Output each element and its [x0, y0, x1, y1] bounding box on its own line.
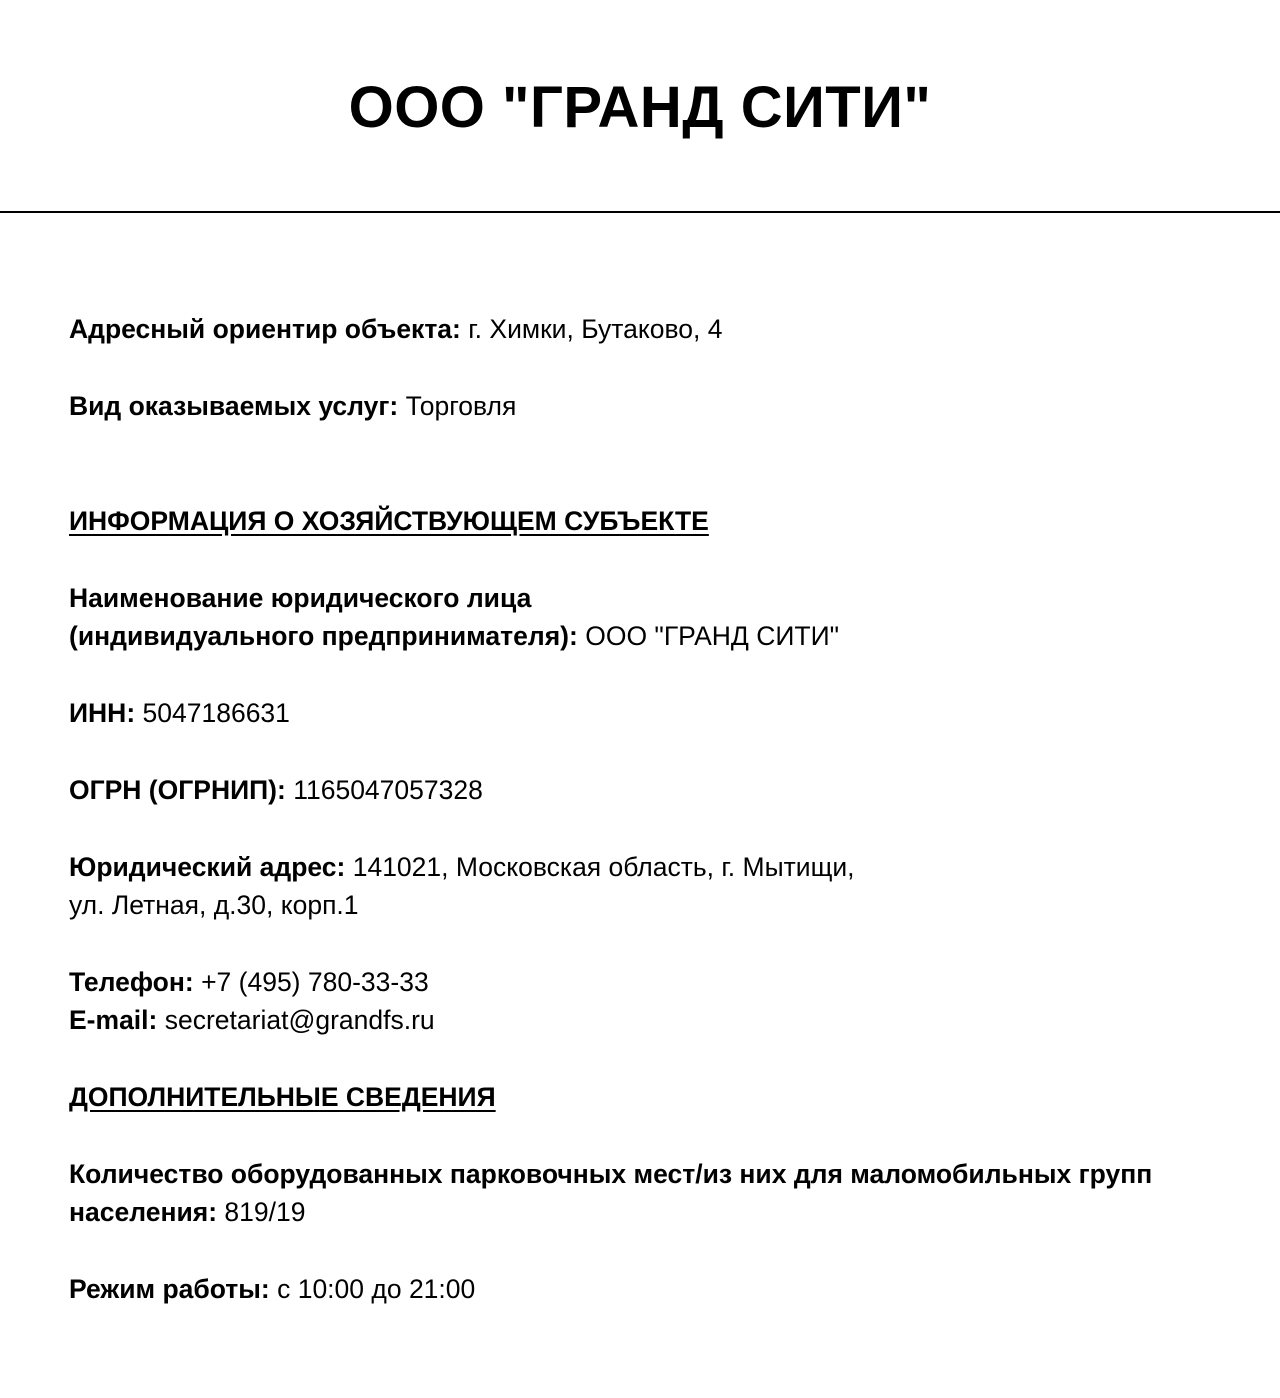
page-title: ООО "ГРАНД СИТИ"	[348, 75, 932, 140]
hours-row	[69, 1270, 475, 1308]
phone-value: +7 (495) 780-33-33	[201, 967, 429, 997]
legal-address-value-line2: ул. Летная, д.30, корп.1	[69, 890, 359, 920]
email-value: secretariat@grandfs.ru	[164, 1005, 435, 1035]
legal-name-label-line1: Наименование юридического лица	[69, 583, 532, 613]
legal-name-label-line2: (индивидуального предпринимателя):	[69, 621, 578, 651]
ogrn-row	[69, 771, 483, 809]
email-row	[69, 1001, 435, 1039]
services-row	[69, 387, 516, 425]
address-value: г. Химки, Бутаково, 4	[468, 314, 723, 344]
inn-label: ИНН:	[69, 698, 136, 728]
phone-label: Телефон:	[69, 967, 194, 997]
hours-value: с 10:00 до 21:00	[277, 1274, 476, 1304]
legal-name-row	[69, 617, 839, 655]
section-heading-entity-info: ИНФОРМАЦИЯ О ХОЗЯЙСТВУЮЩЕМ СУБЪЕКТЕ	[69, 506, 709, 536]
hours-label: Режим работы:	[69, 1274, 270, 1304]
parking-row	[69, 1193, 305, 1231]
title-divider	[0, 211, 1280, 213]
services-value: Торговля	[405, 391, 517, 421]
section-heading-additional-info: ДОПОЛНИТЕЛЬНЫЕ СВЕДЕНИЯ	[69, 1082, 496, 1112]
legal-address-row	[69, 848, 855, 886]
parking-label-line1: Количество оборудованных парковочных мест/из них для маломобильных групп	[69, 1159, 1153, 1189]
legal-address-value-line1: 141021, Московская область, г. Мытищи,	[352, 852, 855, 882]
address-label: Адресный ориентир объекта:	[69, 314, 461, 344]
legal-name-value: ООО "ГРАНД СИТИ"	[585, 621, 840, 651]
ogrn-value: 1165047057328	[293, 775, 483, 805]
phone-row	[69, 963, 429, 1001]
legal-address-label: Юридический адрес:	[69, 852, 346, 882]
parking-value: 819/19	[224, 1197, 306, 1227]
address-row	[69, 310, 722, 348]
email-label: E-mail:	[69, 1005, 158, 1035]
inn-value: 5047186631	[142, 698, 290, 728]
ogrn-label: ОГРН (ОГРНИП):	[69, 775, 286, 805]
inn-row	[69, 694, 290, 732]
parking-label-line2: населения:	[69, 1197, 218, 1227]
services-label: Вид оказываемых услуг:	[69, 391, 399, 421]
